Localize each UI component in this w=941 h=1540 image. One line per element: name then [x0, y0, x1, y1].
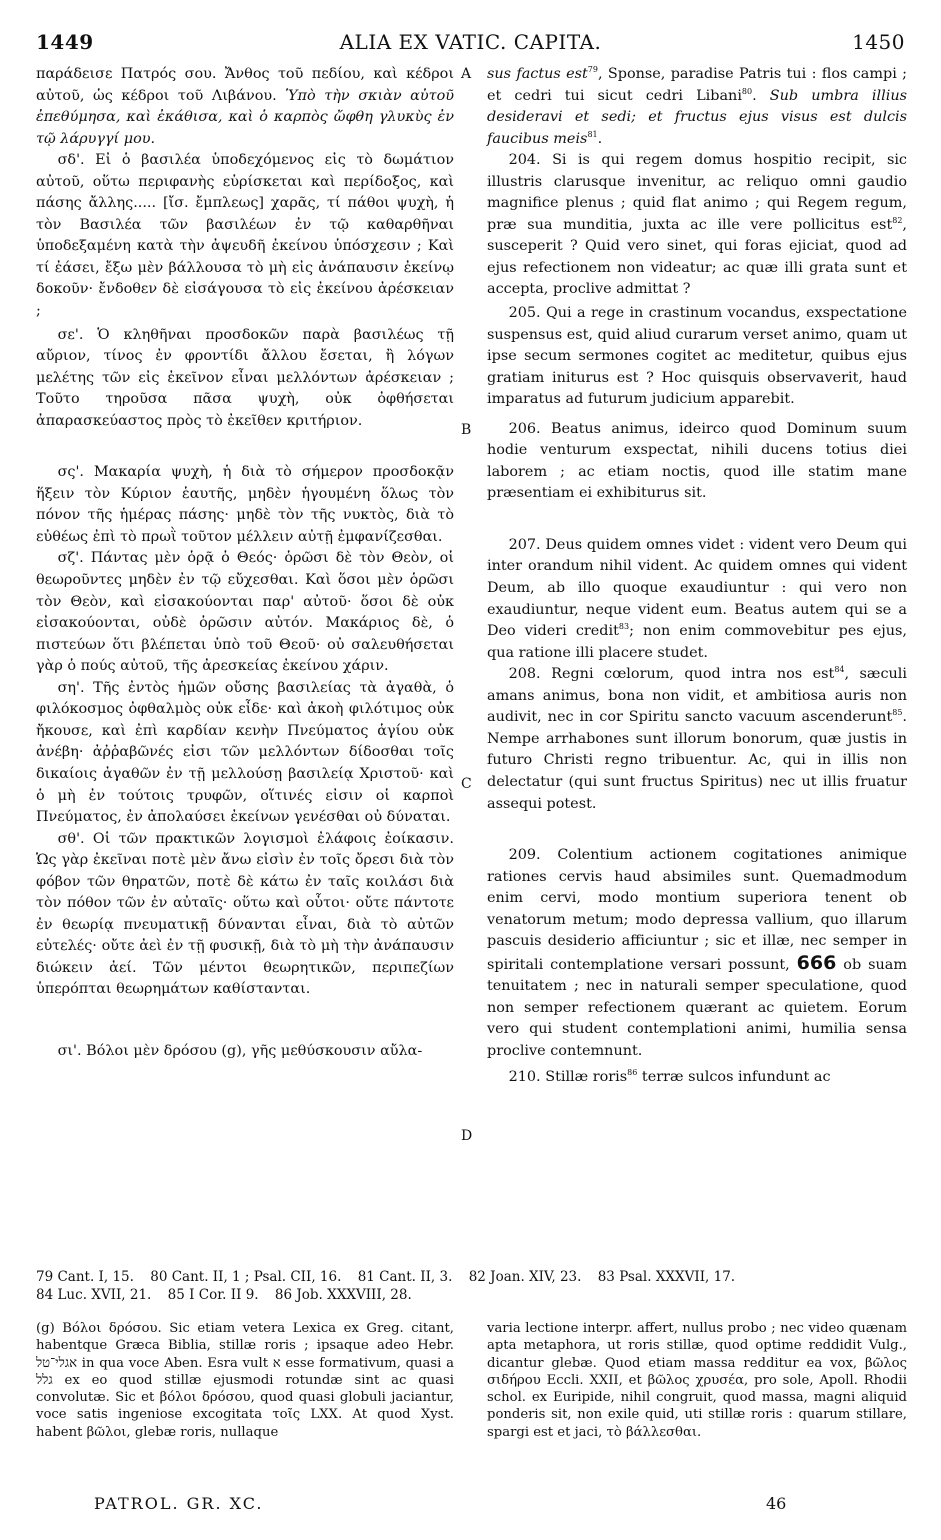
greek-paragraph-204: σδ'. Εἰ ὁ βασιλέα ὑποδεχόμενος εἰς τὸ δωμάτιον αὐτοῦ, οὕτω περιφανὴς εὑρίσκεται καὶ περίδοξος, καὶ πάσης ἄλλης..... [ἴσ. ἔμπλεως] χαρᾶς, τί πάθοι ψυχὴ, ἡ τὸν Βασιλέα τῶν βασιλέων ἐν τῷ καθαρθῆναι ὑποδεξαμένη κατὰ τὴν ἀψευδῆ ἐκείνου ὑπόσχεσιν ; Καὶ τί ἐάσει, ἔξω μὲν βάλλουσα τὸ μὴ εἰς ἀνάπαυσιν ἐκείνῳ δοκοῦν· ἔνδοθεν δὲ εἰσάγουσα τὸ εἰς ἐκείνου ἀρέσκειαν ;	[36, 152, 454, 320]
footer-signature: 46	[766, 1494, 787, 1513]
footer-series: PATROL. GR. XC.	[94, 1494, 264, 1513]
margin-letter-b: B	[461, 422, 472, 438]
latin-paragraph-0: sus factus est$^{79}$, Sponse, paradise Patris tui : flos campi ; et cedri tui sicut cedri Libani$^{80}$. Sub umbra illius desideravi et sedi; et fructus ejus visus est dulcis faucibus meis$^{81}$.	[487, 65, 907, 147]
greek-paragraph-205: σε'. Ὁ κληθῆναι προσδοκῶν παρὰ βασιλέως τῇ αὔριον, τίνος ἐν φροντίδι ἄλλου ἔσεται, ἢ λόγων μελέτης τῶν εἰς ἐκεῖνον εἶναι μελλόντων ἀρέσκειαν ; Τοῦτο τηροῦσα πᾶσα ψυχὴ, οὐκ ὀφθήσεται ἀπαρασκεύαστος πρὸς τὸ ἐκεῖθεν κριτήριον.	[36, 326, 454, 429]
latin-paragraph-205: 205. Qui a rege in crastinum vocandus, exspectatione suspensus est, quid aliud curarum verset animo, quam ut ipse secum sermones cogitet ac meditetur, quibus ejus gratiam initurus est ? Hoc quisquis observaverit, haud imparatus ad futurum judicium apparebit.	[487, 305, 907, 408]
greek-column	[36, 64, 454, 1063]
running-header	[36, 30, 905, 60]
notes-line-2: 84 Luc. XVII, 21. 85 I Cor. II 9. 86 Job. XXXVIII, 28.	[36, 1287, 412, 1303]
latin-paragraph-209: 209. Colentium actionem cogitationes animique rationes cervis haud absimiles sunt. Quemadmodum enim cervi, modo montium superiora tenent ob venatorum metum; modo depressa vallium, quo illarum pascuis desiderio afficiuntur ; sic et illæ, nec semper in spiritali contemplatione versari possunt, 666 ob suam tenuitatem ; nec in naturali semper speculatione, quod non semper refectionem quærant ac quietem. Eorum vero qui student contemplationi animi, humilia sensa proclive contemnunt.	[487, 847, 907, 1059]
latin-paragraph-204: 204. Si is qui regem domus hospitio recipit, sic illustris clarusque invenitur, ac reliquo omni gaudio magnifice plenus ; quid flat animo ; qui Regem regum, præ sua munditia, juxta ac ille vere pollicitus est$^{82}$, susceperit ? Quid vero sinet, qui foras ejiciat, quod ad ejus refectionem non videatur; ac quæ illi grata sunt et accepta, proclive admittat ?	[487, 152, 907, 298]
running-title: ALIA EX VATIC. CAPITA.	[339, 30, 602, 54]
right-page-number: 1450	[852, 30, 905, 54]
page-footer	[36, 1494, 905, 1518]
scripture-notes	[36, 1268, 906, 1304]
notes-line-1: 79 Cant. I, 15. 80 Cant. II, 1 ; Psal. CII, 16. 81 Cant. II, 3. 82 Joan. XIV, 23. 83 Psal. XXXVII, 17.	[36, 1269, 736, 1285]
latin-paragraph-207: 207. Deus quidem omnes videt : vident vero Deum qui inter orandum nihil vident. Ac quidem omnes qui vident Deum, ab illo quoque exaudiuntur : qui vero non exaudiuntur, neque vident eum. Beatus autem qui se a Deo videri credit$^{83}$; non enim commovebitur pes ejus, qua ratione illi placere studet.	[487, 536, 907, 661]
latin-paragraph-208: 208. Regni cœlorum, quod intra nos est$^{84}$, sæculi amans animus, bona non vidit, et ambitiosa auris non audivit, nec in cor Spiritu sancto vacuum ascenderunt$^{85}$. Nempe arrhabones sunt illorum bonorum, quæ justis in futuro Christi regno tribuentur. Ac, qui in illis non delectatur (qui sunt fructus Spiritus) nec ut illis fruatur assequi potest.	[487, 665, 907, 812]
greek-paragraph-209: σθ'. Οἱ τῶν πρακτικῶν λογισμοὶ ἐλάφοις ἐοίκασιν. Ὡς γὰρ ἐκεῖναι ποτὲ μὲν ἄνω εἰσὶν ἐν τοῖς ὄρεσι διὰ τὸν φόβον τῶν θηρατῶν, ποτὲ δὲ κάτω ἐν ταῖς κοιλάσι διὰ τὸν πόθον τῶν ἐν αὐταῖς· οὕτω καὶ οὗτοι· οὔτε πάντοτε ἐν θεωρίᾳ πνευματικῇ δύνανται εἶναι, διὰ τὸ αὐτῶν εὐτελές· οὔτε ἀεὶ ἐν τῇ φυσικῇ, διὰ τὸ μὴ τὴν ἀνάπαυσιν διώκειν ἀεί. Τῶν μέντοι θεωρητικῶν, περιπεζίων ὑπερόπται θεωρημάτων καθίστανται.	[36, 830, 454, 998]
margin-letter-a: A	[461, 66, 472, 82]
greek-paragraph-210: σι'. Βόλοι μὲν δρόσου (g), γῆς μεθύσκουσιν αὔλα-	[57, 1042, 423, 1059]
latin-paragraph-210: 210. Stillæ roris$^{86}$ terræ sulcos infundunt ac	[508, 1067, 831, 1085]
greek-paragraph-0: παράδεισε Πατρός σου. Ἄνθος τοῦ πεδίου, καὶ κέδροι αὐτοῦ, ὡς κέδροι τοῦ Λιβάνου. Ὑπὸ τὴν σκιὰν αὐτοῦ ἐπεθύμησα, καὶ ἐκάθισα, καὶ ὁ καρπὸς ὤφθη γλυκὺς ἐν τῷ λάρυγγί μου.	[36, 66, 455, 147]
commentary-left: (g) Βόλοι δρόσου. Sic etiam vetera Lexica ex Greg. citant, habentque Græca Biblia, stillæ roris ; ipsaque adeo Hebr. אגלי־טל in qua voce Aben. Esra vult א esse formativum, quasi a גלל ex eo quod stillæ ejusmodi rotundæ sint ac quasi convolutæ. Sic et βόλοι δρόσου, quod quasi globuli jaciantur, voce satis ingeniose excogitata τοῖς LXX. At quod Xyst. habent βῶλοι, glebæ roris, nullaque	[36, 1321, 454, 1440]
greek-paragraph-207: σζ'. Πάντας μὲν ὁρᾷ ὁ Θεός· ὁρῶσι δὲ τὸν Θεὸν, οἱ θεωροῦντες μηδὲν ἐν τῷ εὔχεσθαι. Καὶ ὅσοι μὲν ὁρῶσι τὸν Θεὸν, καὶ εἰσακούονται παρ' αὐτοῦ· ὅσοι δὲ οὐκ εἰσακούονται, οὐδὲ ὁρῶσιν αὐτόν. Μακάριος δὲ, ὁ πιστεύων ὅτι βλέπεται ὑπὸ τοῦ Θεοῦ· οὐ σαλευθήσεται γὰρ ὁ πούς αὐτοῦ, τῆς ἀρεσκείας ἐκείνου χάριν.	[36, 550, 454, 675]
commentary-right: varia lectione interpr. affert, nullus probo ; nec video quænam apta metaphora, ut roris stillæ, quod optime reddidit Vulg., dicantur glebæ. Quod etiam massa redditur ea vox, βῶλος σιδήρου Eccli. XXII, et βῶλος χρυσέα, pro sole, Apoll. Rhodii schol. ex Euripide, nihil congruit, quod massa, magni aliquid ponderis sit, non exile quid, uti stillæ roris : quarum stillare, spargi est et jaci, τὸ βάλλεσθαι.	[487, 1321, 907, 1440]
margin-letter-c: C	[461, 776, 472, 792]
column-number-666: 666	[796, 951, 837, 974]
left-page-number: 1449	[36, 30, 94, 54]
latin-column	[487, 64, 907, 1088]
latin-paragraph-206: 206. Beatus animus, ideirco quod Dominum suum hodie venturum exspectat, nihili ducens totius diei laborem ; ac etiam noctis, quod ille statim mane præsentiam ei exhibiturus sit.	[487, 420, 907, 502]
greek-paragraph-208: ση'. Τῆς ἐντὸς ἡμῶν οὔσης βασιλείας τὰ ἀγαθὰ, ὁ φιλόκοσμος ὀφθαλμὸς οὐκ εἶδε· καὶ ἀκοὴ φιλότιμος οὐκ ἤκουσε, καὶ ἐπὶ καρδίαν κενὴν Πνεύματος ἁγίου οὐκ ἀνέβη· ἀῤῥαβῶνές εἰσι τῶν μελλόντων δίδοσθαι τοῖς δικαίοις ἀγαθῶν ἐν τῇ μελλούσῃ βασιλείᾳ Χριστοῦ· καὶ ὁ μὴ ἐν τούτοις τρυφῶν, οἵτινές εἰσιν οἱ καρποὶ Πνεύματος, ἐν ἀπολαύσει ἐκείνων γενέσθαι οὐ δύναται.	[36, 679, 454, 826]
margin-letter-d: D	[461, 1128, 473, 1144]
greek-paragraph-206: σς'. Μακαρία ψυχὴ, ἡ διὰ τὸ σήμερον προσδοκᾷν ἥξειν τὸν Κύριον ἑαυτῆς, μηδὲν ἡγουμένη ὅλως τὸν πόνον τῆς ἡμέρας πάσης· μηδὲ τὸν τῆς νυκτὸς, διὰ τὸ εὐθέως ἐπὶ τὸ πρωῒ τοῦτον μέλλειν αὐτῇ ἐμφανίζεσθαι.	[36, 464, 454, 545]
